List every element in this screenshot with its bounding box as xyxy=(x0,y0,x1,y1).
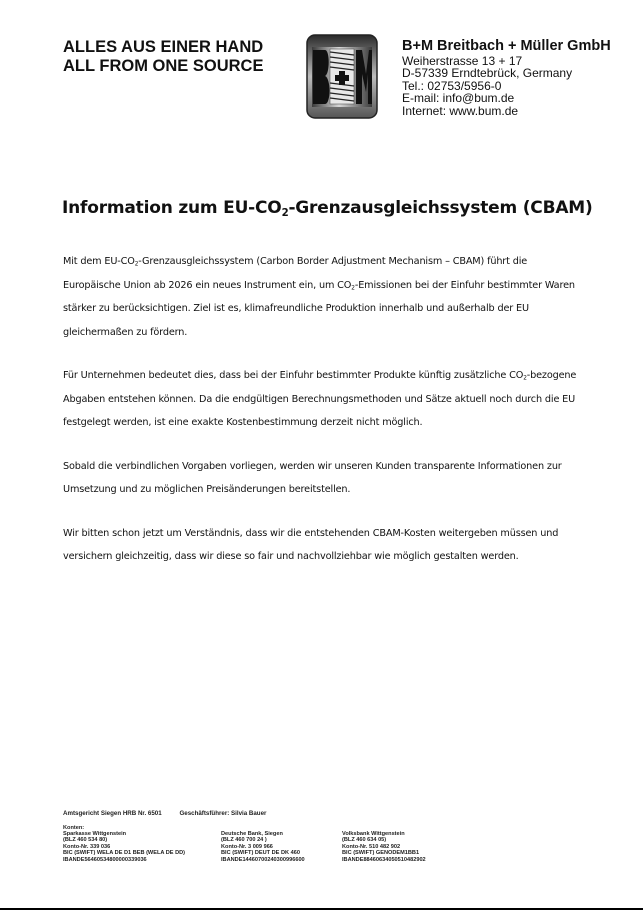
company-address-street: Weiherstrasse 13 + 17 xyxy=(402,54,523,68)
bank-iban: IBANDE88460634050510482902 xyxy=(342,856,426,863)
bank-iban: IBANDE14460700240300996600 xyxy=(221,856,305,863)
title-subscript: 2 xyxy=(281,208,289,220)
bank-account-number: Konto-Nr. 339 036 xyxy=(63,843,111,850)
text: -bezogene Abgaben entstehen können. Da die endgültigen Berechnungsmethoden und Sätze aktuell noch durch die EU festgelegt werden, ist eine exakte Kostenbestimmung derzeit nicht möglich. xyxy=(63,370,577,428)
bank-account-deutsche-bank xyxy=(221,831,305,863)
text: Mit dem EU-CO xyxy=(63,256,135,267)
footer xyxy=(63,810,426,871)
managing-director: Geschäftsführer: Silvia Bauer xyxy=(179,810,267,817)
bank-blz: (BLZ 460 700 24 ) xyxy=(221,837,267,844)
document-title xyxy=(62,198,593,218)
title-suffix: -Grenzausgleichssystem (CBAM) xyxy=(288,198,593,218)
bank-accounts xyxy=(63,831,426,871)
court-register: Amtsgericht Siegen HRB Nr. 6501 xyxy=(63,810,162,817)
bank-iban: IBANDE56460534800000339036 xyxy=(63,856,147,863)
tagline-german: ALLES AUS EINER HAND xyxy=(63,38,264,56)
bank-account-volksbank xyxy=(342,831,426,863)
bank-name: Sparkasse Wittgenstein xyxy=(63,831,127,837)
subscript: 2 xyxy=(351,285,355,292)
company-info xyxy=(402,38,611,117)
bank-bic: BIC (SWIFT) GENODEM1BB1 xyxy=(342,850,420,857)
paragraph-intro xyxy=(63,250,583,344)
paragraph-costs: Wir bitten schon jetzt um Verständnis, dass wir die entstehenden CBAM-Kosten weitergeben müssen und versichern gleichzeitig, dass wir diese so fair und nachvollziehbar wie möglich gestalten werden. xyxy=(63,527,559,562)
bank-blz: (BLZ 460 534 80) xyxy=(63,837,108,844)
document-body xyxy=(63,250,583,589)
bank-account-number: Konto-Nr. 3 009 966 xyxy=(221,843,273,850)
bank-account-sparkasse xyxy=(63,831,185,863)
company-name: B+M Breitbach + Müller GmbH xyxy=(402,38,611,54)
tagline-english: ALL FROM ONE SOURCE xyxy=(63,57,264,75)
bm-logo-icon xyxy=(306,34,378,119)
text: Für Unternehmen bedeutet dies, dass bei der Einfuhr bestimmter Produkte künftig zusätzliche CO xyxy=(63,370,524,381)
subscript: 2 xyxy=(134,261,139,268)
accounts-label: Konten: xyxy=(63,825,85,831)
bank-account-number: Konto-Nr. 510 482 902 xyxy=(342,843,401,850)
company-email: E-mail: info@bum.de xyxy=(402,91,515,106)
bank-bic: BIC (SWIFT) DEUT DE DK 460 xyxy=(221,850,300,857)
bank-name: Volksbank Wittgenstein xyxy=(342,831,405,837)
title-prefix: Information zum EU-CO xyxy=(62,198,282,218)
paragraph-information: Sobald die verbindlichen Vorgaben vorliegen, werden wir unseren Kunden transparente Informationen zur Umsetzung und zu möglichen Preisänderungen bereitstellen. xyxy=(63,460,562,495)
bank-bic: BIC (SWIFT) WELA DE D1 BEB (WELA DE DD) xyxy=(63,850,186,857)
subscript: 2 xyxy=(523,375,527,382)
tagline xyxy=(63,38,263,76)
text: -Grenzausgleichssystem (Carbon Border Adjustment Mechanism – CBAM) führt die Europäische Union ab 2026 ein neues Instrument ein, um CO xyxy=(63,256,528,291)
paragraph-impact xyxy=(63,364,583,435)
bank-blz: (BLZ 460 634 05) xyxy=(342,837,387,844)
company-website: Internet: www.bum.de xyxy=(402,103,519,118)
company-phone: Tel.: 02753/5956-0 xyxy=(402,78,502,93)
text: -Emissionen bei der Einfuhr bestimmter Waren stärker zu berücksichtigen. Ziel ist es, klimafreundliche Produktion innerhalb und außerhalb der EU gleichermaßen zu fördern. xyxy=(63,279,575,338)
bank-name: Deutsche Bank, Siegen xyxy=(221,831,283,837)
company-address-city: D-57339 Erndtebrück, Germany xyxy=(402,66,573,81)
footer-registration xyxy=(63,810,282,817)
